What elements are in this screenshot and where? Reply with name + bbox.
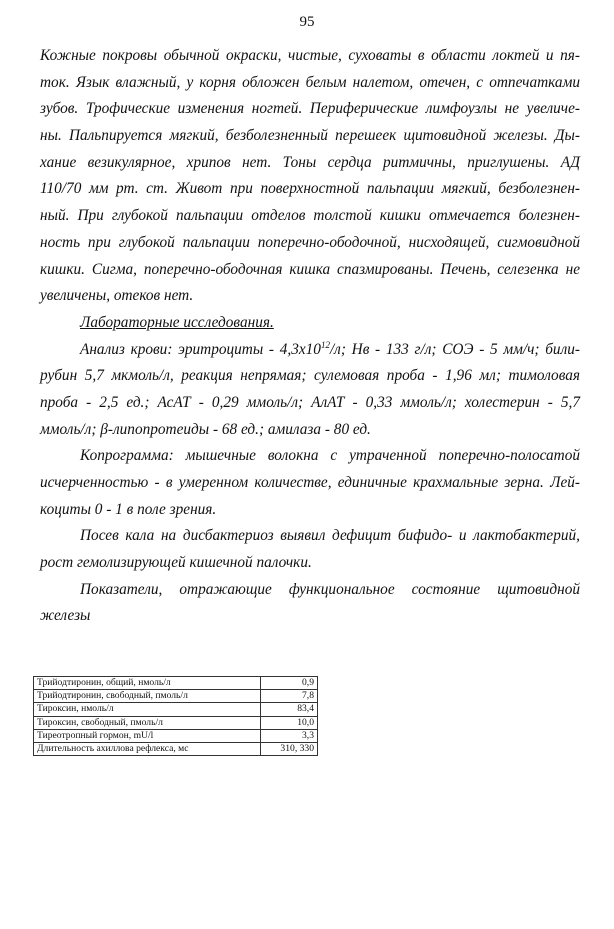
table-cell-name: Тиреотропный гормон, mU/l (34, 729, 261, 742)
culture-line: Посев кала на дисбактериоз выявил дефицит бифидо- и лактобактерий, (80, 527, 580, 545)
blood-line: проба - 2,5 ед.; АсАТ - 0,29 ммоль/л; АлАТ - 0,33 ммоль/л; холестерин - 5,7 (40, 393, 580, 411)
blood-line (40, 337, 580, 364)
table-cell-name: Тироксин, свободный, пмоль/л (34, 716, 261, 729)
text-line: ны. Пальпируется мягкий, безболезненный перешеек щитовидной железы. Ды- (40, 127, 580, 145)
text-line: кишки. Сигма, поперечно-ободочная кишка спазмированы. Печень, селезенка не (40, 260, 580, 278)
text-line: 110/70 мм рт. ст. Живот при поверхностной пальпации мягкий, безболезнен- (40, 180, 580, 198)
thyroid-title-line: Показатели, отражающие функциональное состояние щитовидной (80, 580, 580, 598)
copro-line: исчерченностью - в умеренном количестве, единичные крахмальные зерна. Лей- (40, 474, 580, 491)
exam-paragraph (40, 43, 580, 630)
table-row (34, 703, 318, 716)
table-row (34, 716, 318, 729)
blood-line: рубин 5,7 мкмоль/л, реакция непрямая; сулемовая проба - 1,96 мл; тимоловая (40, 367, 580, 385)
table-row (34, 742, 318, 755)
table-row (34, 677, 318, 690)
text-line: ность при глубокой пальпации поперечно-ободочной, нисходящей, сигмовидной (40, 233, 580, 251)
table-cell-name: Трийодтиронин, общий, нмоль/л (34, 677, 261, 690)
table-cell-value: 3,3 (261, 729, 318, 742)
table-row (34, 690, 318, 703)
table-cell-value: 7,8 (261, 690, 318, 703)
table-cell-name: Трийодтиронин, свободный, пмоль/л (34, 690, 261, 703)
text-line: хание везикулярное, хрипов нет. Тоны сердца ритмичны, приглушены. АД (40, 153, 580, 171)
text-line: ный. При глубокой пальпации отделов толстой кишки отмечается болезнен- (40, 207, 580, 225)
table-row (34, 729, 318, 742)
exponent: 12 (320, 339, 330, 350)
text-line: зубов. Трофические изменения ногтей. Периферические лимфоузлы не увеличе- (40, 100, 580, 118)
copro-line: коциты 0 - 1 в поле зрения. (40, 500, 217, 518)
table-cell-value: 83,4 (261, 703, 318, 716)
table-cell-name: Длительность ахиллова рефлекса, мс (34, 742, 261, 755)
text-line: ток. Язык влажный, у корня обложен белым налетом, отечен, с отпечатками (40, 73, 580, 91)
table-cell-value: 0,9 (261, 677, 318, 690)
lab-heading-text: Лабораторные исследования. (80, 313, 274, 331)
blood-text: Анализ крови: эритроциты - 4,3х10 (80, 340, 321, 358)
culture-line: рост гемолизирующей кишечной палочки. (40, 554, 312, 572)
text-line: Кожные покровы обычной окраски, чистые, суховаты в области локтей и пя- (40, 47, 580, 64)
thyroid-table (33, 676, 318, 756)
table-cell-value: 310, 330 (261, 742, 318, 755)
thyroid-title-line: железы (40, 607, 91, 625)
table-cell-name: Тироксин, нмоль/л (34, 703, 261, 716)
blood-text: /л; Нв - 133 г/л; СОЭ - 5 мм/ч; били- (329, 340, 580, 358)
blood-line: ммоль/л; β-липопротеиды - 68 ед.; амилаза - 80 ед. (40, 420, 371, 438)
page-number: 95 (299, 14, 315, 30)
lab-heading (40, 310, 580, 337)
text-line: увеличены, отеков нет. (40, 287, 194, 305)
table-cell-value: 10,0 (261, 716, 318, 729)
copro-line: Копрограмма: мышечные волокна с утраченной поперечно-полосатой (80, 447, 580, 465)
